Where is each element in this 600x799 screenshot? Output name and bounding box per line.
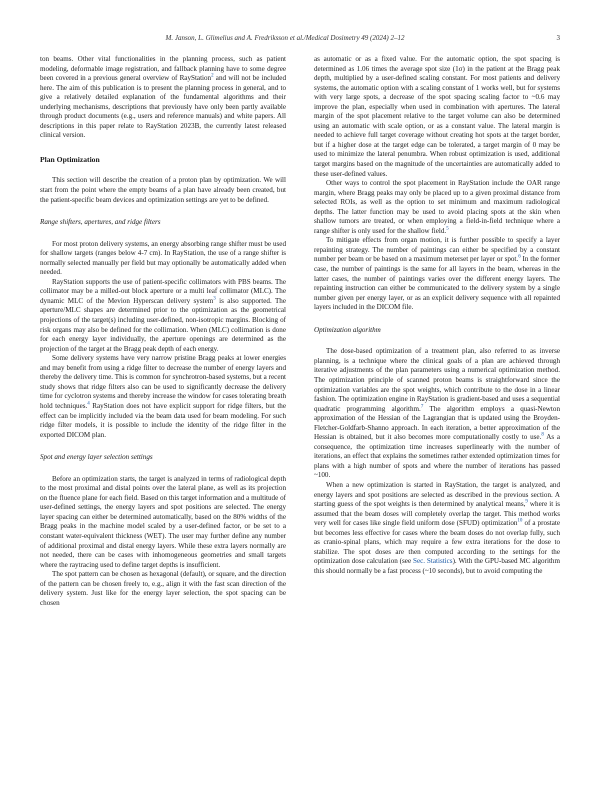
running-title: M. Janson, L. Glimelius and A. Fredriksson et al./Medical Dosimetry 49 (2024) 2–12: [165, 34, 405, 42]
paragraph: RayStation supports the use of patient-specific collimators with PBS beams. The collimator may be a milled-out block aperture or a multi leaf collimator (MLC). The dynamic MLC of the Mevion Hyperscan delivery system$^3$ is also supported. The aperture/MLC shapes are determined prior to the optimization as the geometrical projections of the target(s) including user-defined, non-isotropic margins. Blocking of risk organs may also be defined for the collimation. When (MLC) collimation is done for each energy layer individually, the aperture openings are determined as the projection of the target at the Bragg peak depth of each energy.: [40, 277, 286, 353]
paragraph: To mitigate effects from organ motion, it is further possible to specify a layer repainting strategy. The number of paintings can either be specified by a constant number per beam or be based on a maximum meterset per layer or spot.$^6$ In the former case, the number of paintings is the same for all layers in the beam, whereas in the latter cases, the number of paintings varies over the different energy layers. The repainting instruction can either be communicated to the delivery system by a single number given per energy layer, or as an explicit delivery sequence with all repainted layers included in the DICOM file.: [314, 236, 560, 312]
citation-link[interactable]: 2: [211, 73, 214, 79]
subsection-heading: Spot and energy layer selection settings: [40, 453, 153, 462]
subsection-heading: Optimization algorithm: [314, 325, 381, 334]
citation-link[interactable]: 10: [517, 518, 523, 524]
subsection-heading: Range shifters, apertures, and ridge filters: [40, 218, 161, 227]
paragraph: Other ways to control the spot placement in RayStation include the OAR range margin, where Bragg peaks may only be placed up to a given proximal distance from selected ROIs, as well as the option to set minimum and maximum radiological depths. The latter function may be used to avoid placing spots at the skin when shallow tumors are treated, or when employing a field-in-field technique where a range shifter is only used for the shallow field.$^5$: [314, 179, 560, 235]
citation-link[interactable]: 5: [446, 226, 449, 232]
paragraph: The spot pattern can be chosen as hexagonal (default), or square, and the direction of the pattern can be chosen freely to, e.g., align it with the fast scan direction of the delivery system. Just like for the energy layer selection, the spot spacing can be chosen: [40, 570, 286, 607]
paragraph: When a new optimization is started in RayStation, the target is analyzed, and energy layers and spot positions are selected as described in the previous section. A starting guess of the spot weights is then determined by analytical means,$^9$ where it is assumed that the beam doses will completely overlap the target. This method works very well for cases like single field uniform dose (SFUD) optimization$^{10}$ of a prostate but becomes less effective for cases where the beam doses do not overlap fully, such as cranio-spinal plans, which may require a few extra iterations for the dose to stabilize. The spot doses are then computed according to the settings for the optimization dose calculation (see Sec. Statistics). With the GPU-based MC algorithm this should normally be a fast process (~10 seconds), but to avoid computing the: [314, 480, 560, 575]
citation-link[interactable]: 6: [518, 255, 521, 261]
citation-link[interactable]: 3: [213, 296, 216, 302]
paragraph: The dose-based optimization of a treatment plan, also referred to as inverse planning, is a technique where the clinical goals of a plan are achieved through iterative adjustments of the plan parameters using a numerical optimization method. The optimization principle of scanned proton beams is straightforward since the optimization variables are the spot weights, which contribute to the dose in a linear fashion. The optimization engine in RayStation is gradient-based and uses a sequential quadratic programming algorithm.$^7$ The algorithm employs a quasi-Newton approximation of the Hessian of the Lagrangian that is updated using the Broyden-Fletcher-Goldfarb-Shanno approach. In each iteration, a better approximation of the Hessian is obtained, but it also becomes more computationally costly to use.$^8$ As a consequence, the optimization time increases superlinearly with the number of iterations, an effect that explains the sometimes rather extended optimization times for plans with a high number of spots and where the number of iterations has passed ~100.: [314, 347, 560, 480]
paragraph: Some delivery systems have very narrow pristine Bragg peaks at lower energies and may benefit from using a ridge filter to decrease the number of energy layers and thereby the delivery time. This is common for synchrotron-based systems, but a recent study shows that ridge filters also can be used to significantly decrease the delivery time for cyclotron systems and thereby increase the window for cases tolerating breath hold techniques.$^4$ RayStation does not have explicit support for ridge filters, but the effect can be implicitly included via the beam data used for beam modeling. For such ridge filter models, it is possible to include the identity of the ridge filter in the exported DICOM plan.: [40, 354, 286, 439]
paragraph: ton beams. Other vital functionalities in the planning process, such as patient modeling, deformable image registration, and fallback planning have to some degree been covered in a previous general overview of RayStation$^2$ and will not be included here. The aim of this publication is to present the planning process in general, and to give a relatively detailed explanation of the fundamental algorithms and their underlying mechanisms, descriptions that previously have only been partly available through product documents (e.g., users and reference manuals) and white papers. All descriptions in this paper relate to RayStation 2023B, the currently latest released clinical version.: [40, 55, 286, 140]
paragraph: This section will describe the creation of a proton plan by optimization. We will start from the point where the empty beams of a plan have already been created, but the patient-specific beam devices and optimization settings are yet to be defined.: [40, 176, 286, 204]
citation-link[interactable]: 9: [525, 499, 528, 505]
paragraph: For most proton delivery systems, an energy absorbing range shifter must be used for shallow targets (ranges below 4-7 cm). In RayStation, the use of a range shifter is normally selected manually per field but may optionally be automatically added when needed.: [40, 239, 286, 277]
citation-link[interactable]: 4: [87, 401, 90, 407]
section-link[interactable]: Sec. Statistics: [413, 557, 453, 566]
citation-link[interactable]: 7: [420, 404, 424, 410]
paragraph: Before an optimization starts, the target is analyzed in terms of radiological depth to the most proximal and distal points over the lateral plane, as well as its projection on the fluence plane for each field. Based on this target information and a multitude of user-defined settings, the energy layers and spot positions are selected. The energy layer spacing can either be determined automatically, based on the 80% widths of the Bragg peaks in the machine model scaled by a user-defined factor, or be set to a constant water-equivalent thickness (WET). The user may further define any number of additional proximal and distal energy layers. While these extra layers normally are not needed, there can be cases with inhomogeneous geometries and small targets where the raytracing used to define target depths is insufficient.: [40, 474, 286, 569]
left-column: [40, 55, 286, 608]
page-number: 3: [556, 34, 560, 42]
section-heading: Plan Optimization: [40, 154, 100, 164]
citation-link[interactable]: 8: [541, 432, 544, 438]
running-header: [40, 34, 560, 46]
paragraph: as automatic or as a fixed value. For the automatic option, the spot spacing is determined as 1.06 times the average spot size (1σ) in the patient at the Bragg peak depth, multiplied by a user-defined scaling constant. For most patients and delivery systems, the automatic option with a scaling constant of 1 works well, but for systems with very large spots, a decrease of the spot spacing scaling factor to ~0.6 may improve the plan, especially when used in combination with apertures. The lateral margin of the spot placement relative to the target volume can also be determined using an automatic with scale option, or as a constant value. The lateral margin is needed to achieve full target coverage without creating hot spots at the target border, but if a higher dose at the target edge can be tolerated, a target margin of 0 may be used to minimize the lateral penumbra. When robust optimization is used, additional target margins based on the magnitude of the uncertainties are automatically added to these user-defined values.: [314, 55, 560, 178]
right-column: [314, 55, 560, 576]
